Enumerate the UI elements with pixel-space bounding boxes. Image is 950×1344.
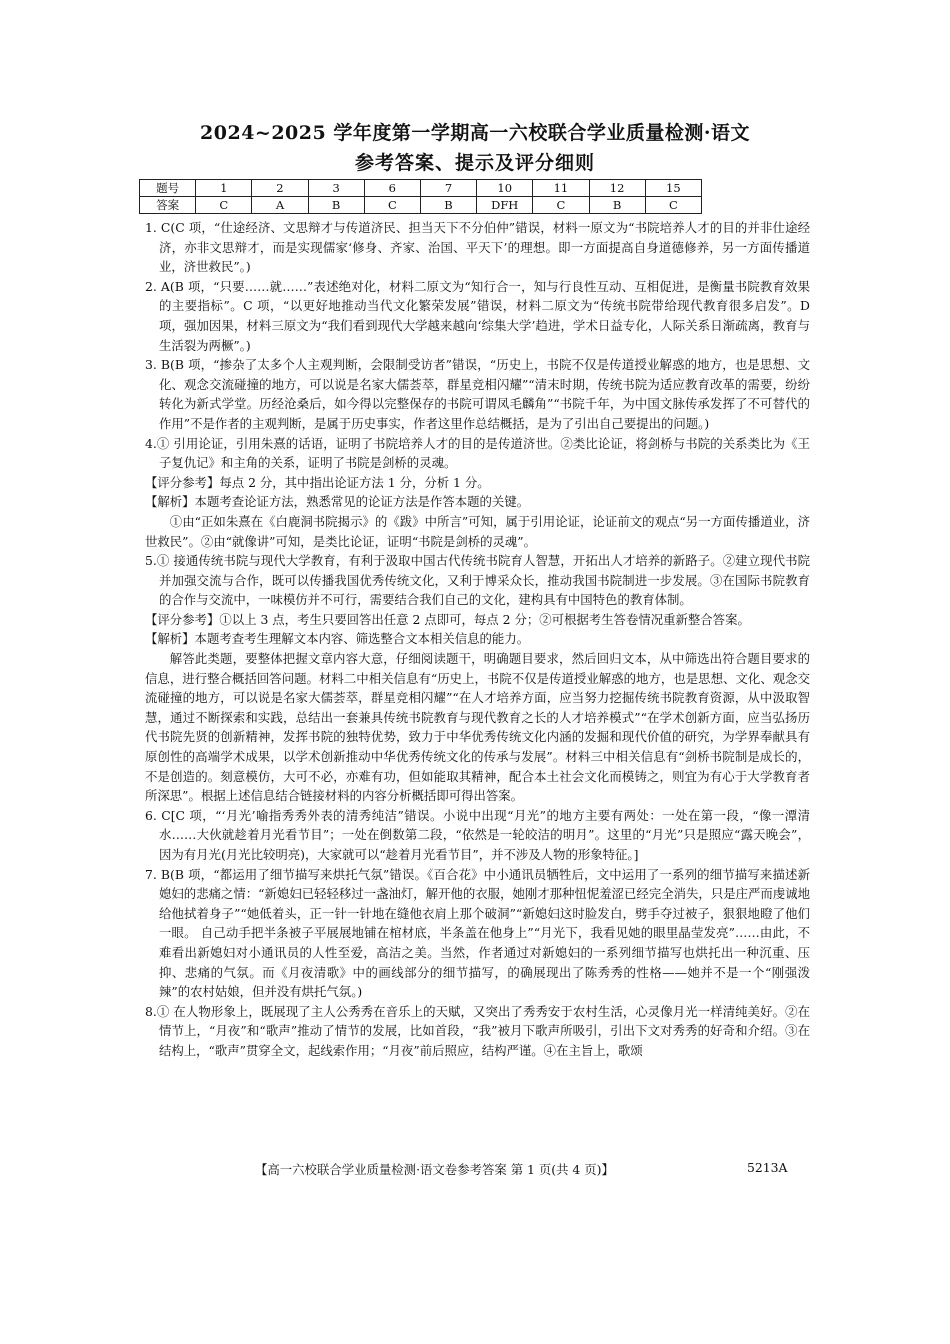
- question-number: 12: [589, 180, 645, 197]
- answer-cell: C: [533, 197, 589, 214]
- question-number: 15: [645, 180, 701, 197]
- question-number: 7: [420, 180, 476, 197]
- answer-8-explanation: 8.① 在人物形象上，既展现了主人公秀秀在音乐上的天赋，又突出了秀秀安于农村生活，心灵像月光一样清纯美好。②在情节上，“月夜”和“歌声”推动了情节的发展，比如首段，“我”被月下歌声所吸引，引出下文对秀秀的好奇和介绍。③在结构上，“歌声”贯穿全文，起线索作用；“月夜”前后照应，结构严谨。④在主旨上，歌颂: [145, 1003, 810, 1058]
- answer-table: [139, 179, 702, 214]
- answer-cell: C: [196, 197, 252, 214]
- question-number: 1: [196, 180, 252, 197]
- answer-1-explanation: 1. C(C 项，“仕途经济、文思辩才与传道济民、担当天下不分伯仲”错误，材料一原文为“书院培养人才的目的并非仕途经济，亦非文思辩才，而是实现儒家‘修身、齐家、治国、平天下’的理想。即一方面提高自身道德修养，另一方面传播道业，济世救民”。): [145, 220, 810, 275]
- answer-4-explanation: 4.① 引用论证，引用朱熹的话语，证明了书院培养人才的目的是传道济世。②类比论证，将剑桥与书院的关系类比为《王子复仇记》和主角的关系，证明了书院是剑桥的灵魂。: [145, 435, 810, 471]
- answer-4-analysis: 【解析】本题考查论证方法，熟悉常见的论证方法是作答本题的关键。: [145, 494, 530, 510]
- answer-4-scoring: 【评分参考】每点 2 分，其中指出论证方法 1 分，分析 1 分。: [145, 474, 490, 490]
- answer-5-scoring: 【评分参考】①以上 3 点，考生只要回答出任意 2 点即可，每点 2 分；②可根据考生答卷情况重新整合答案。: [145, 611, 750, 627]
- answer-6-explanation: 6. C[C 项，“‘月光’喻指秀秀外表的清秀纯洁”错误。小说中出现“月光”的地方主要有两处：一处在第一段，“像一潭清水……大伙就趁着月光看节目”；一处在倒数第二段，“依然是一轮皎洁的明月”。这里的“月光”只是照应“露天晚会”，因为有月光(月光比较明亮)，大家就可以“趁着月光看节目”，并不涉及人物的形象特征。]: [145, 807, 810, 862]
- answer-4-analysis-detail: ①由“正如朱熹在《白鹿洞书院揭示》的《跋》中所言”可知，属于引用论证，论证前文的观点“另一方面传播道业，济世救民”。②由“就像讲”可知，是类比论证，证明“书院是剑桥的灵魂”。: [145, 513, 810, 549]
- answer-2-explanation: 2. A(B 项，“只要……就……”表述绝对化，材料二原文为“知行合一，知与行良性互动、互相促进，是衡量书院教育效果的主要指标”。C 项，“以更好地推动当代文化繁荣发展”错误，材料二原文为“传统书院带给现代教育很多启发”。D 项，强加因果，材料三原文为“我们看到现代大学越来越向‘综集大学’趋进，学术日益专化，人际关系日渐疏离，教育与生活裂为两橛”。): [145, 278, 810, 353]
- answer-7-explanation: 7. B(B 项，“都运用了细节描写来烘托气氛”错误。《百合花》中小通讯员牺牲后，文中运用了一系列的细节描写来描述新媳妇的悲痛之情：“新媳妇已轻轻移过一盏油灯，解开他的衣服，她刚才那种忸怩羞涩已经完全消失，只是庄严而虔诚地给他拭着身子”“她低着头，正一针一针地在缝他衣肩上那个破洞”“新媳妇这时脸发白，劈手夺过被子，狠狠地瞪了他们一眼。 自己动手把半条被子平展展地铺在棺材底，半条盖在他身上”“月光下，我看见她的眼里晶莹发亮”……由此，不难看出新媳妇对小通讯员的人性至爱，高洁之美。当然，作者通过对新媳妇的一系列细节描写也烘托出一种沉重、压抑、悲痛的气氛。而《月夜清歌》中的画线部分的细节描写，的确展现出了陈秀秀的性格——她并不是一个“刚强泼辣”的农村姑娘，但并没有烘托气氛。): [145, 866, 810, 1000]
- question-number: 2: [252, 180, 308, 197]
- answer-row: [140, 197, 702, 214]
- answer-explanations: [145, 218, 810, 1061]
- page-subtitle: 参考答案、提示及评分细则: [354, 152, 595, 174]
- row-label-answer: 答案: [140, 197, 196, 214]
- answer-cell: DFH: [477, 197, 533, 214]
- question-number: 10: [477, 180, 533, 197]
- question-number: 6: [364, 180, 420, 197]
- answer-cell: C: [364, 197, 420, 214]
- answer-cell: B: [420, 197, 476, 214]
- row-label-question: 题号: [140, 180, 196, 197]
- answer-cell: B: [308, 197, 364, 214]
- page-title: 2024~2025 学年度第一学期高一六校联合学业质量检测·语文: [200, 122, 750, 144]
- answer-cell: A: [252, 197, 308, 214]
- answer-5-analysis: 【解析】本题考查考生理解文本内容、筛选整合文本相关信息的能力。: [145, 631, 530, 647]
- answer-5-analysis-detail: 解答此类题，要整体把握文章内容大意，仔细阅读题干，明确题目要求，然后回归文本，从中筛选出符合题目要求的信息，进行整合概括回答问题。材料二中相关信息有“历史上，书院不仅是传道授业解惑的地方，也是思想、文化、观念交流碰撞的地方，可以说是名家大儒荟萃，群星竞相闪耀”“在人才培养方面，应当努力挖掘传统书院教育资源，从中汲取智慧，通过不断探索和实践，总结出一套兼具传统书院教育与现代教育之长的人才培养模式”“在学术创新方面，应当弘扬历代书院先贤的创新精神，发挥书院的独特优势，致力于中华优秀传统文化内涵的发掘和现代价值的研究，为学界奉献具有原创性的高端学术成果，以学术创新推动中华优秀传统文化的传承与发展”。材料三中相关信息有“剑桥书院制是成长的，不是创造的。刻意模仿，大可不必，亦难有功，但如能取其精神，配合本土社会文化而模铸之，则宜为有心于大学教育者所深思”。根据上述信息结合链接材料的内容分析概括即可得出答案。: [145, 651, 810, 804]
- answer-cell: B: [589, 197, 645, 214]
- footer-text: 【高一六校联合学业质量检测·语文卷参考答案 第 1 页(共 4 页)】: [255, 1162, 614, 1177]
- answer-5-explanation: 5.① 接通传统书院与现代大学教育，有利于汲取中国古代传统书院育人智慧，开拓出人才培养的新路子。②建立现代书院并加强交流与合作，既可以传播我国优秀传统文化，又利于博采众长，推动我国书院制进一步发展。③在国际书院教育的合作与交流中，一味模仿并不可行，需要结合我们自己的文化，建构具有中国特色的教育体制。: [145, 553, 810, 608]
- question-number: 11: [533, 180, 589, 197]
- question-number-row: [140, 180, 702, 197]
- question-number: 3: [308, 180, 364, 197]
- answer-cell: C: [645, 197, 701, 214]
- footer-code: 5213A: [747, 1160, 788, 1175]
- answer-3-explanation: 3. B(B 项，“掺杂了太多个人主观判断，会限制受访者”错误，“历史上，书院不仅是传道授业解惑的地方，也是思想、文化、观念交流碰撞的地方，可以说是名家大儒荟萃，群星竞相闪耀”“清末时期，传统书院为适应教育改革的需要，纷纷转化为新式学堂。历经沧桑后，如今得以完整保存的书院可谓凤毛麟角”“书院千年，为中国文脉传承发挥了不可替代的作用”不是作者的主观判断，是属于历史事实，作者这里作总结概括，是为了引出自己要提出的问题。): [145, 357, 810, 431]
